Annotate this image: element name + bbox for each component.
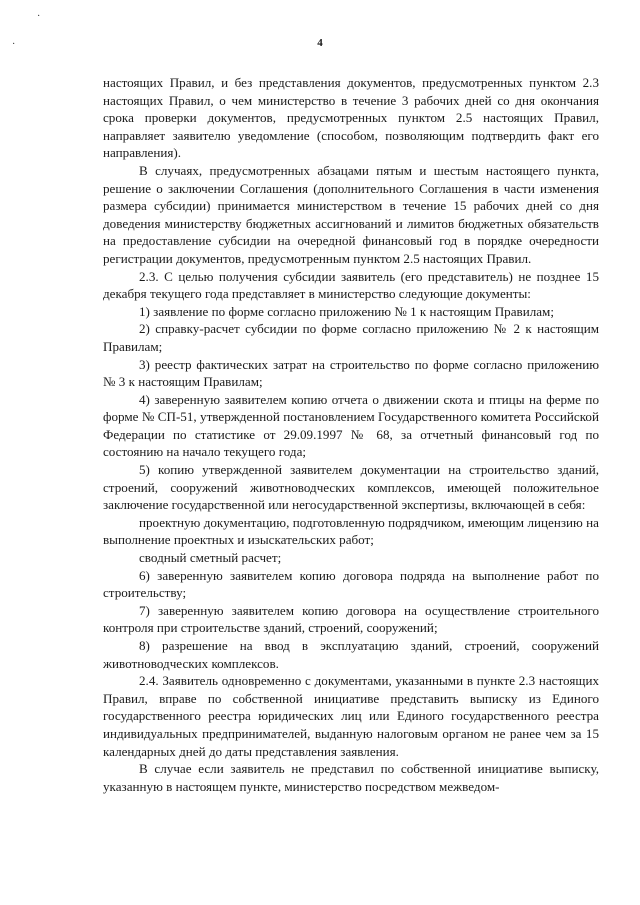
paragraph: 3) реестр фактических затрат на строительство по форме согласно приложению № 3 к настоящим Правилам; <box>103 356 599 390</box>
paragraph: сводный сметный расчет; <box>139 550 282 566</box>
paragraph: 4) заверенную заявителем копию отчета о движении скота и птицы на ферме по форме № СП-51, утвержденной постановлением Государственного комитета Российской Федерации по статистике от 29.09.1997 № 68, за отчетный финансовый год по состоянию на начало текущего года; <box>103 391 599 460</box>
paragraph: 1) заявление по форме согласно приложению № 1 к настоящим Правилам; <box>139 303 554 319</box>
paragraph: 2.3. С целью получения субсидии заявитель (его представитель) не позднее 15 декабря текущего года представляет в министерство следующие документы: <box>103 268 599 302</box>
paragraph: В случаях, предусмотренных абзацами пятым и шестым настоящего пункта, решение о заключении Соглашения (дополнительного Соглашения в части изменения размера субсидии) принимается министерством в течение 15 рабочих дней со дня доведения министерству бюджетных ассигнований и лимитов бюджетных обязательств на предоставление субсидии на очередной финансовый год в порядке очередности регистрации документов, предусмотренным пунктом 2.5 настоящих Правил. <box>103 162 599 266</box>
paragraph: В случае если заявитель не представил по собственной инициативе выписку, указанную в настоящем пункте, министерство посредством межведом- <box>103 761 599 794</box>
document-body <box>103 74 599 795</box>
paragraph: 2) справку-расчет субсидии по форме согласно приложению № 2 к настоящим Правилам; <box>103 321 599 354</box>
paragraph: 7) заверенную заявителем копию договора на осуществление строительного контроля при строительстве зданий, строений, сооружений; <box>103 602 599 636</box>
paragraph: проектную документацию, подготовленную подрядчиком, имеющим лицензию на выполнение проектных и изыскательских работ; <box>103 514 599 548</box>
page-number: 4 <box>317 37 323 49</box>
paragraph: 5) копию утвержденной заявителем документации на строительство зданий, строений, сооружений животноводческих комплексов, имеющей положительное заключение государственной или негосударственной экспертизы, включающей в себя: <box>103 462 599 513</box>
scan-speck: · <box>37 11 41 22</box>
paragraph: 8) разрешение на ввод в эксплуатацию зданий, строений, сооружений животноводческих комплексов. <box>103 638 599 671</box>
paragraph: 6) заверенную заявителем копию договора подряда на выполнение работ по строительству; <box>103 567 599 601</box>
scan-speck: · <box>12 39 16 50</box>
paragraph: настоящих Правил, и без представления документов, предусмотренных пунктом 2.3 настоящих Правил, о чем министерство в течение 3 рабочих дней со дня окончания срока проверки документов, предусмотренных пунктом 2.5 настоящих Правил, направляет заявителю уведомление (способом, позволяющим подтвердить факт его направления). <box>103 75 599 161</box>
paragraph: 2.4. Заявитель одновременно с документами, указанными в пункте 2.3 настоящих Правил, вправе по собственной инициативе представить выписку из Единого государственного реестра юридических лиц или Единого государственного реестра индивидуальных предпринимателей, выданную налоговым органом не ранее чем за 15 календарных дней до даты представления заявления. <box>103 673 599 759</box>
